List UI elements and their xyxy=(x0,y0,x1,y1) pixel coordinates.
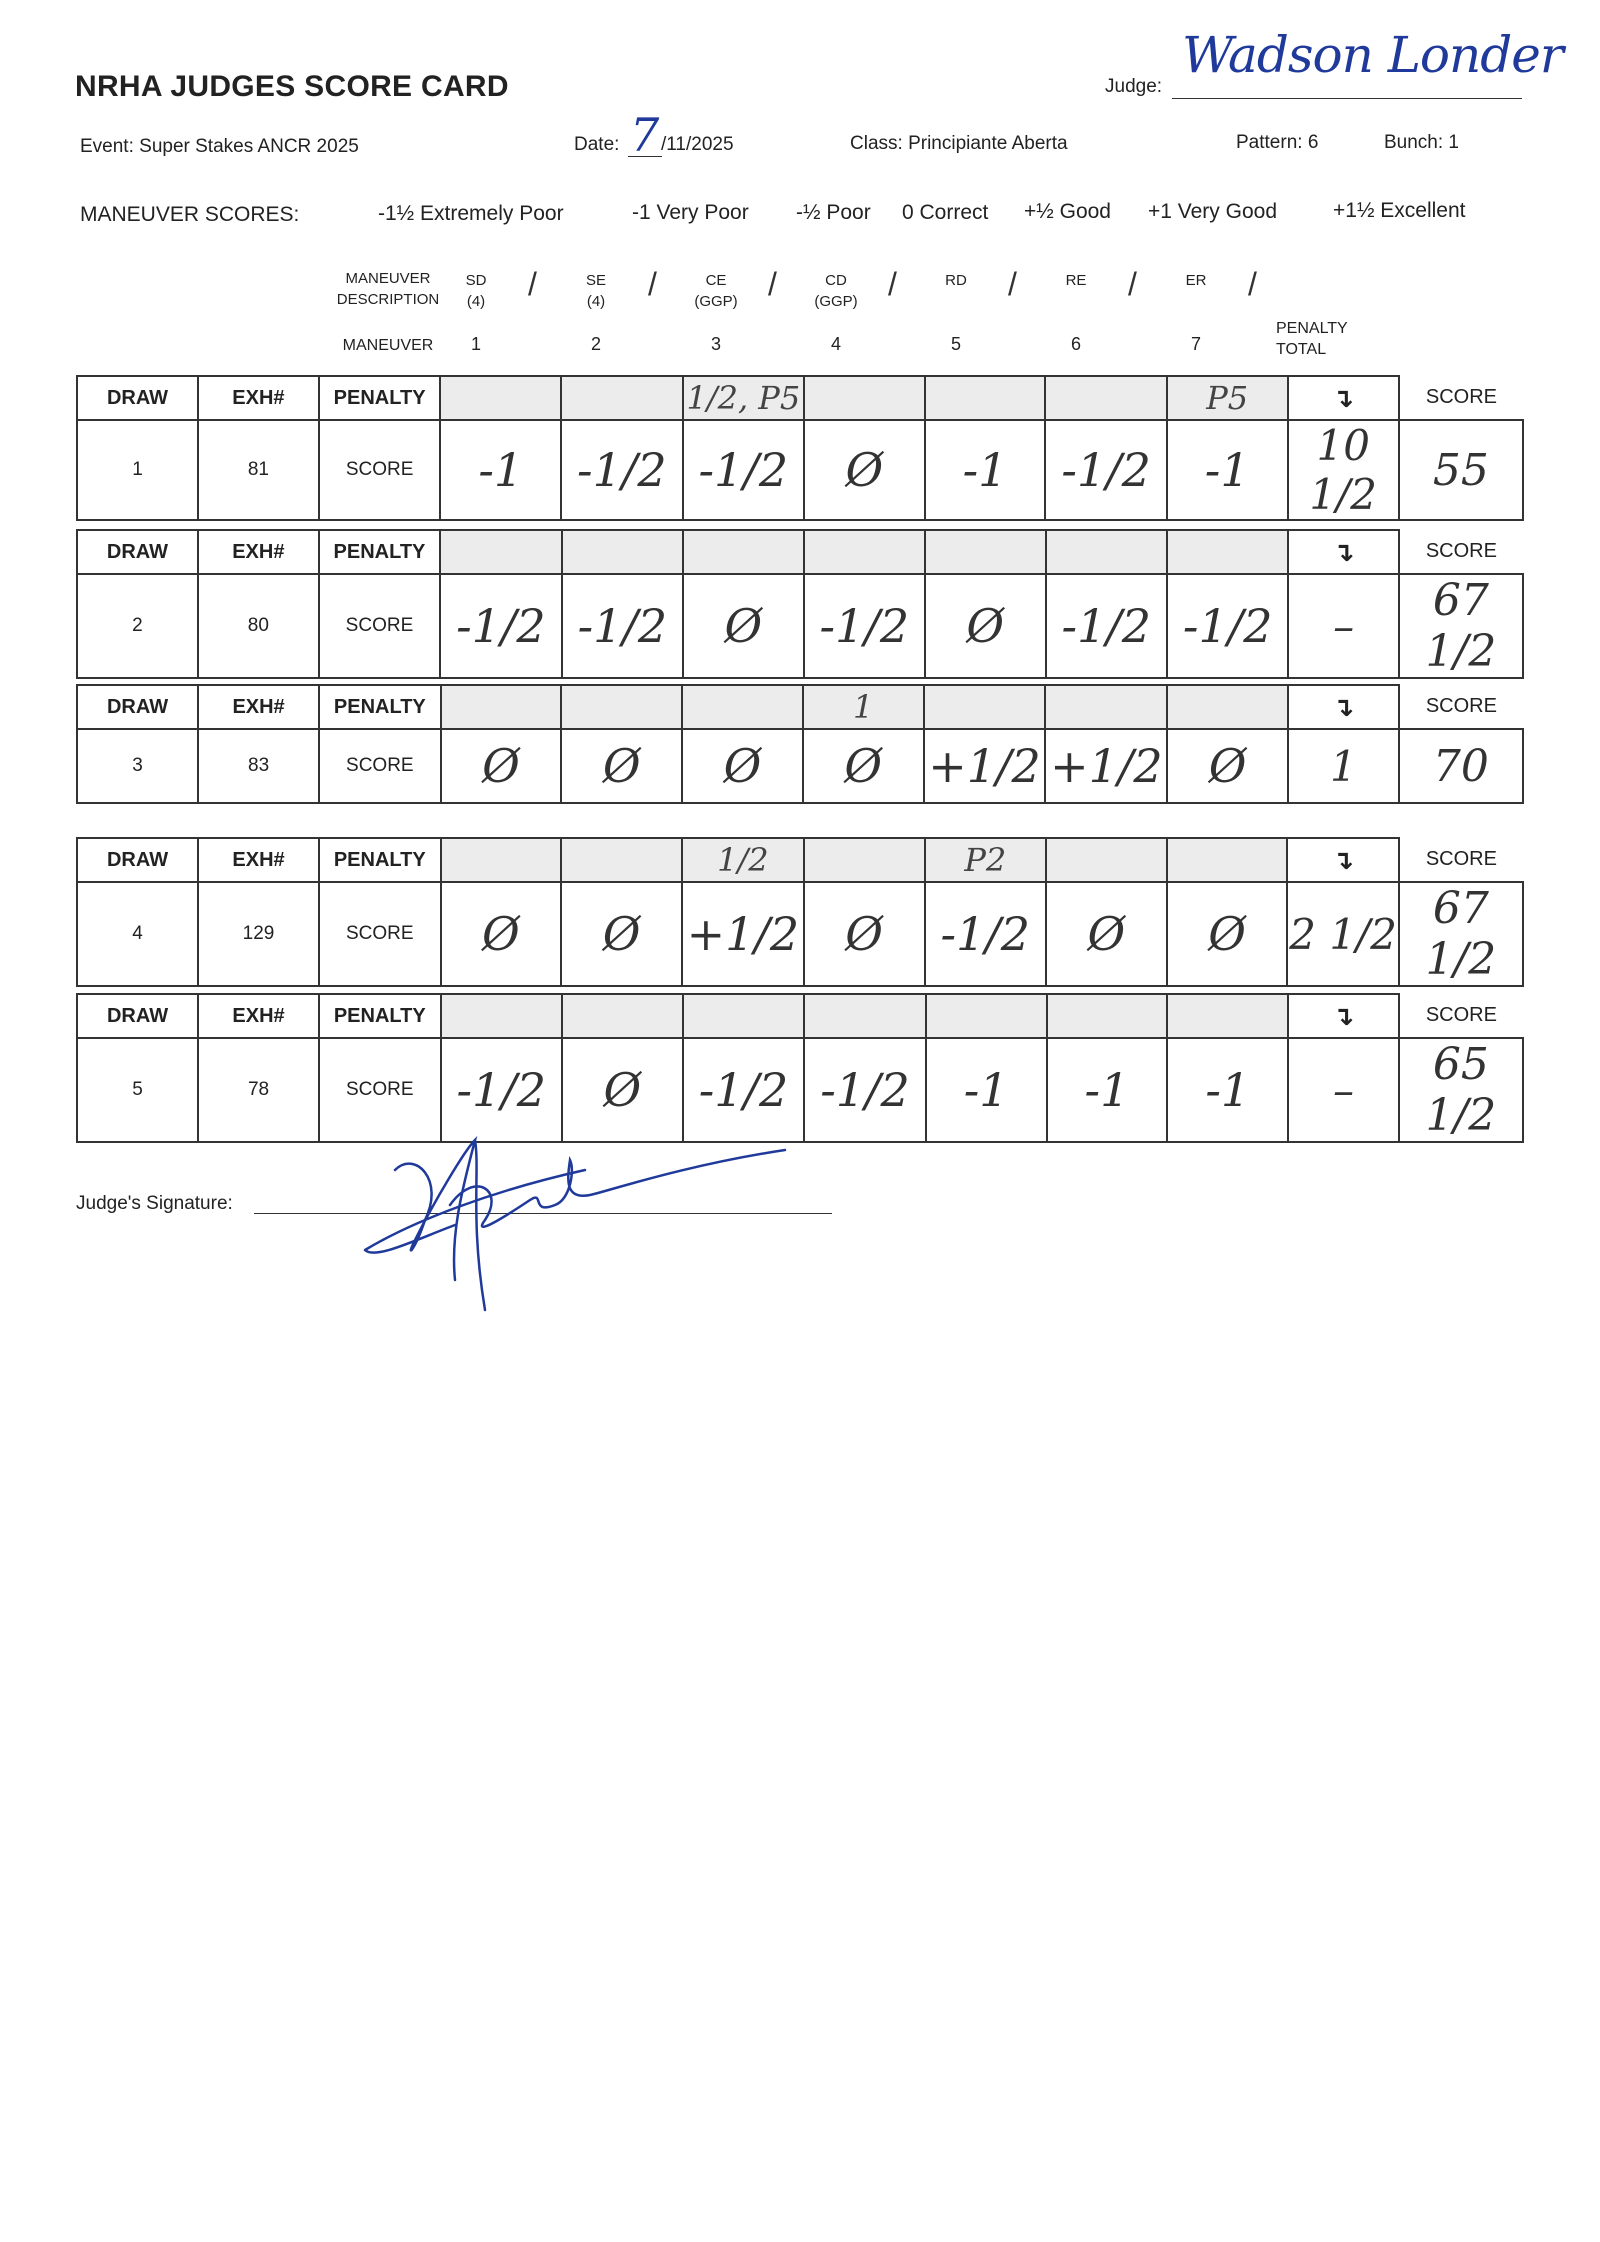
maneuver-score-cell[interactable]: -1/2 xyxy=(441,1038,563,1142)
penalty-total-cell[interactable]: – xyxy=(1288,574,1398,678)
exhibitor-number: 81 xyxy=(198,420,319,520)
maneuver-score-cell[interactable]: -1/2 xyxy=(683,1038,805,1142)
final-score-cell[interactable]: 70 xyxy=(1399,729,1523,803)
penalty-header: PENALTY xyxy=(319,530,440,574)
penalty-cell[interactable] xyxy=(561,376,682,420)
exh-header: EXH# xyxy=(198,994,319,1038)
penalty-total-arrow: ↴ xyxy=(1288,530,1398,574)
penalty-cell[interactable] xyxy=(925,376,1046,420)
penalty-cell[interactable] xyxy=(1167,685,1288,729)
legend-item: +1½ Excellent xyxy=(1333,199,1466,222)
date-rest: /11/2025 xyxy=(661,134,734,155)
maneuver-score-cell[interactable]: -1 xyxy=(925,420,1046,520)
draw-number: 3 xyxy=(77,729,198,803)
maneuver-score-cell[interactable]: Ø xyxy=(1167,882,1288,986)
legend-item: 0 Correct xyxy=(902,201,989,224)
maneuver-score-cell[interactable]: -1/2 xyxy=(561,420,682,520)
maneuver-score-cell[interactable]: Ø xyxy=(925,574,1046,678)
penalty-total-label: PENALTY TOTAL xyxy=(1276,320,1348,358)
exh-header: EXH# xyxy=(198,838,319,882)
penalty-cell[interactable] xyxy=(804,994,926,1038)
maneuver-score-cell[interactable]: -1/2 xyxy=(683,420,804,520)
score-header: SCORE xyxy=(1399,530,1523,574)
score-row-label: SCORE xyxy=(319,1038,441,1142)
maneuver-code: CE (GGP) xyxy=(694,272,738,310)
maneuver-separator: / xyxy=(768,266,777,302)
penalty-cell[interactable] xyxy=(441,685,562,729)
draw-number: 2 xyxy=(77,574,198,678)
maneuver-number: 1 xyxy=(470,334,481,354)
legend-item: -½ Poor xyxy=(796,201,871,224)
score-table xyxy=(76,684,1524,804)
penalty-cell[interactable]: 1/2, P5 xyxy=(683,376,804,420)
date-label: Date: xyxy=(574,134,620,155)
penalty-cell[interactable] xyxy=(1046,838,1167,882)
maneuver-separator: / xyxy=(1008,266,1017,302)
penalty-cell[interactable]: 1/2 xyxy=(682,838,804,882)
maneuver-code: SE (4) xyxy=(585,272,606,310)
penalty-cell[interactable]: P2 xyxy=(925,838,1047,882)
score-table xyxy=(76,993,1524,1143)
maneuver-code: RD xyxy=(945,272,967,289)
penalty-cell[interactable] xyxy=(804,530,925,574)
maneuver-score-cell[interactable]: -1/2 xyxy=(1045,420,1166,520)
maneuver-separator: / xyxy=(1248,266,1257,302)
maneuver-score-cell[interactable]: +1/2 xyxy=(682,882,804,986)
penalty-cell[interactable]: P5 xyxy=(1167,376,1288,420)
maneuver-number: 6 xyxy=(1070,334,1081,354)
final-score-cell[interactable]: 65 1/2 xyxy=(1399,1038,1523,1142)
judge-name-handwritten: Wadson Londer xyxy=(1182,26,1563,84)
maneuver-scores-label: MANEUVER SCORES: xyxy=(80,203,300,226)
maneuver-score-cell[interactable]: -1/2 xyxy=(925,882,1047,986)
exhibitor-number: 83 xyxy=(198,729,319,803)
penalty-cell[interactable] xyxy=(804,376,925,420)
penalty-cell[interactable] xyxy=(1167,530,1288,574)
maneuver-score-cell[interactable]: Ø xyxy=(562,1038,683,1142)
penalty-cell[interactable] xyxy=(1045,685,1167,729)
penalty-cell[interactable] xyxy=(1046,530,1167,574)
maneuver-separator: / xyxy=(888,266,897,302)
maneuver-score-cell[interactable]: Ø xyxy=(803,729,924,803)
penalty-total-arrow: ↴ xyxy=(1288,994,1399,1038)
penalty-header: PENALTY xyxy=(319,685,441,729)
score-header: SCORE xyxy=(1399,376,1523,420)
penalty-cell[interactable] xyxy=(683,994,805,1038)
penalty-total-cell[interactable]: 10 1/2 xyxy=(1288,420,1399,520)
score-row-label: SCORE xyxy=(319,574,440,678)
judge-label: Judge: xyxy=(1105,76,1163,97)
maneuver-score-cell[interactable]: Ø xyxy=(1046,882,1167,986)
maneuver-score-cell[interactable]: Ø xyxy=(682,729,803,803)
pattern-field: Pattern: 6 xyxy=(1236,132,1319,153)
draw-header: DRAW xyxy=(77,530,198,574)
judge-signature xyxy=(355,1110,795,1315)
legend-item: +1 Very Good xyxy=(1148,200,1278,223)
draw-number: 1 xyxy=(77,420,198,520)
maneuver-number: 5 xyxy=(950,334,961,354)
penalty-total-arrow: ↴ xyxy=(1288,376,1399,420)
penalty-total-arrow: ↴ xyxy=(1288,685,1399,729)
penalty-cell[interactable] xyxy=(1045,376,1166,420)
score-header: SCORE xyxy=(1399,685,1523,729)
score-row-label: SCORE xyxy=(319,420,441,520)
draw-header: DRAW xyxy=(77,376,198,420)
penalty-cell[interactable] xyxy=(441,994,563,1038)
card-title: NRHA JUDGES SCORE CARD xyxy=(75,70,509,103)
maneuver-description-label: MANEUVER DESCRIPTION xyxy=(336,270,440,308)
maneuver-score-cell[interactable]: Ø xyxy=(804,882,925,986)
final-score-cell[interactable]: 67 1/2 xyxy=(1399,574,1523,678)
maneuver-code: CD (GGP) xyxy=(814,272,858,310)
score-row-label: SCORE xyxy=(319,882,441,986)
maneuver-separator: / xyxy=(1128,266,1137,302)
penalty-cell[interactable] xyxy=(1047,994,1168,1038)
maneuver-score-cell[interactable]: -1/2 xyxy=(1167,574,1288,678)
maneuver-separator: / xyxy=(528,266,537,302)
penalty-cell[interactable] xyxy=(562,994,683,1038)
penalty-cell[interactable] xyxy=(804,838,925,882)
date-day-handwritten: 7 xyxy=(630,108,660,162)
class-field: Class: Principiante Aberta xyxy=(850,133,1068,154)
maneuver-score-cell[interactable]: Ø xyxy=(1167,729,1288,803)
penalty-cell[interactable] xyxy=(440,530,561,574)
legend-item: -1½ Extremely Poor xyxy=(378,202,564,225)
final-score-cell[interactable]: 67 1/2 xyxy=(1399,882,1523,986)
penalty-cell[interactable] xyxy=(561,685,682,729)
maneuver-number: 4 xyxy=(830,334,841,354)
maneuver-score-cell[interactable]: -1/2 xyxy=(1046,574,1167,678)
draw-number: 4 xyxy=(77,882,198,986)
score-table xyxy=(76,375,1524,521)
signature-label: Judge's Signature: xyxy=(76,1193,233,1214)
maneuver-number: 7 xyxy=(1190,334,1201,354)
penalty-cell[interactable] xyxy=(441,838,562,882)
maneuver-score-cell[interactable]: Ø xyxy=(683,574,804,678)
score-header: SCORE xyxy=(1399,838,1523,882)
penalty-cell[interactable] xyxy=(926,994,1047,1038)
maneuver-score-cell[interactable]: -1 xyxy=(926,1038,1047,1142)
maneuver-score-cell[interactable]: -1 xyxy=(1167,1038,1288,1142)
penalty-cell[interactable] xyxy=(1167,994,1288,1038)
maneuver-score-cell[interactable]: +1/2 xyxy=(1045,729,1167,803)
maneuver-score-cell[interactable]: -1 xyxy=(1167,420,1288,520)
maneuver-score-cell[interactable]: -1/2 xyxy=(440,574,561,678)
exhibitor-number: 78 xyxy=(198,1038,319,1142)
exh-header: EXH# xyxy=(198,530,319,574)
penalty-cell[interactable]: 1 xyxy=(803,685,924,729)
penalty-cell[interactable] xyxy=(683,530,804,574)
score-table xyxy=(76,529,1524,679)
penalty-total-cell[interactable]: – xyxy=(1288,1038,1399,1142)
penalty-total-cell[interactable]: 2 1/2 xyxy=(1287,882,1398,986)
maneuver-score-cell[interactable]: +1/2 xyxy=(924,729,1046,803)
maneuver-score-cell[interactable]: Ø xyxy=(441,882,562,986)
maneuver-score-cell[interactable]: -1/2 xyxy=(804,574,925,678)
maneuver-number-label: MANEUVER xyxy=(342,337,434,354)
legend-item: +½ Good xyxy=(1024,200,1111,223)
judge-line xyxy=(1172,98,1522,99)
maneuver-code: SD (4) xyxy=(465,272,487,310)
maneuver-number: 3 xyxy=(710,334,721,354)
score-row-label: SCORE xyxy=(319,729,441,803)
maneuver-score-cell[interactable]: -1 xyxy=(1047,1038,1168,1142)
maneuver-score-cell[interactable]: -1 xyxy=(440,420,561,520)
score-header: SCORE xyxy=(1399,994,1523,1038)
penalty-header: PENALTY xyxy=(319,994,441,1038)
penalty-cell[interactable] xyxy=(440,376,561,420)
maneuver-code: RE xyxy=(1065,272,1087,289)
exh-header: EXH# xyxy=(198,685,319,729)
maneuver-score-cell[interactable]: -1/2 xyxy=(562,574,683,678)
penalty-cell[interactable] xyxy=(924,685,1046,729)
penalty-header: PENALTY xyxy=(319,838,441,882)
maneuver-number: 2 xyxy=(590,334,601,354)
exhibitor-number: 129 xyxy=(198,882,319,986)
penalty-cell[interactable] xyxy=(925,530,1046,574)
exh-header: EXH# xyxy=(198,376,319,420)
penalty-cell[interactable] xyxy=(562,530,683,574)
penalty-cell[interactable] xyxy=(1167,838,1288,882)
draw-header: DRAW xyxy=(77,994,198,1038)
legend-item: -1 Very Poor xyxy=(632,201,749,224)
exhibitor-number: 80 xyxy=(198,574,319,678)
maneuver-code: ER xyxy=(1185,272,1207,289)
event-field: Event: Super Stakes ANCR 2025 xyxy=(80,136,359,157)
penalty-cell[interactable] xyxy=(682,685,803,729)
maneuver-separator: / xyxy=(648,266,657,302)
maneuver-score-cell[interactable]: Ø xyxy=(804,420,925,520)
draw-number: 5 xyxy=(77,1038,198,1142)
penalty-total-cell[interactable]: 1 xyxy=(1288,729,1399,803)
maneuver-score-cell[interactable]: Ø xyxy=(561,729,682,803)
maneuver-score-cell[interactable]: -1/2 xyxy=(804,1038,926,1142)
penalty-header: PENALTY xyxy=(319,376,441,420)
final-score-cell[interactable]: 55 xyxy=(1399,420,1523,520)
penalty-cell[interactable] xyxy=(561,838,682,882)
draw-header: DRAW xyxy=(77,838,198,882)
maneuver-score-cell[interactable]: Ø xyxy=(441,729,562,803)
score-table xyxy=(76,837,1524,987)
draw-header: DRAW xyxy=(77,685,198,729)
penalty-total-arrow: ↴ xyxy=(1287,838,1398,882)
bunch-field: Bunch: 1 xyxy=(1384,132,1459,153)
maneuver-score-cell[interactable]: Ø xyxy=(561,882,682,986)
